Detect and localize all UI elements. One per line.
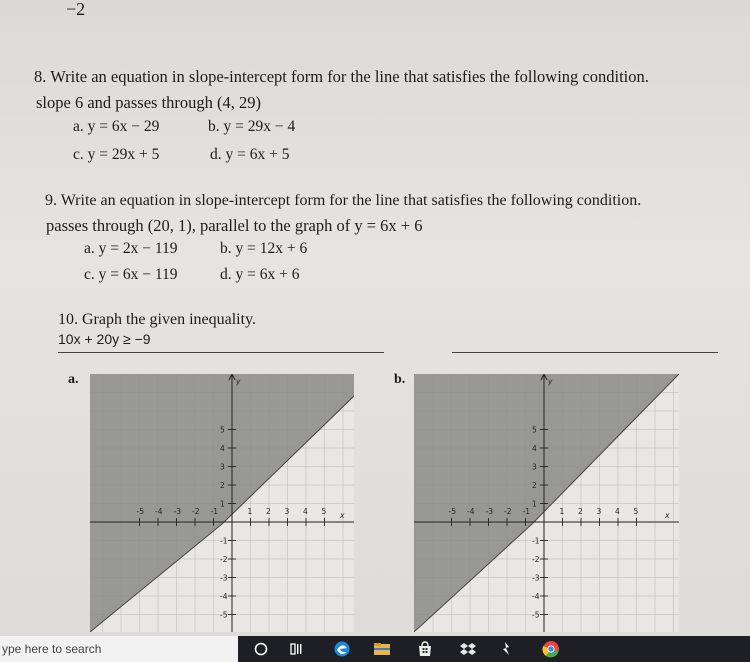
y-tick-label: -2 [532,555,540,564]
q8-stem: 8. Write an equation in slope-intercept form for the line that satisfies the following condition. [34,67,649,86]
cortana-circle-icon[interactable] [252,640,270,658]
x-tick-label: 4 [303,507,308,516]
x-tick-label: 5 [321,507,327,516]
graph-a[interactable] [90,374,354,632]
y-tick-label: -4 [220,592,228,601]
x-tick-label: -3 [485,507,493,516]
graph-b-label[interactable]: b. [394,372,406,387]
y-tick-label: -3 [532,573,540,583]
store-icon[interactable] [416,640,434,658]
x-axis-label: x [340,511,345,520]
q8-option-a[interactable]: a. y = 6x − 29 [73,118,160,135]
y-tick-label: 3 [532,462,537,472]
x-tick-label: 5 [633,507,639,516]
answer-line-left [58,352,384,353]
top-fraction-fragment [66,0,85,18]
answer-line-right [452,352,718,353]
x-tick-label: -1 [522,507,530,516]
q9-option-b[interactable]: b. y = 12x + 6 [220,240,308,257]
x-tick-label: 2 [578,507,583,516]
y-tick-label: -2 [220,555,228,564]
y-tick-label: -4 [532,592,540,601]
q8-option-b[interactable]: b. y = 29x − 4 [208,118,296,135]
graph-b[interactable] [414,374,679,632]
q9-option-d[interactable]: d. y = 6x + 6 [220,266,300,283]
y-tick-label: -1 [220,536,228,546]
y-tick-label: -1 [532,536,540,546]
minus-sign: − [66,0,77,19]
q8-condition: slope 6 and passes through (4, 29) [36,93,262,112]
x-tick-label: -5 [136,507,144,516]
chrome-icon[interactable] [542,640,560,658]
x-tick-label: -5 [448,507,456,516]
x-tick-label: -3 [173,507,181,516]
y-axis-label: y [236,377,241,386]
winamp-icon[interactable] [497,640,515,658]
q9-condition: passes through (20, 1), parallel to the graph of y = 6x + 6 [46,216,423,235]
q9-option-c[interactable]: c. y = 6x − 119 [84,266,178,283]
graph-a-label[interactable]: a. [68,372,79,387]
fraction-denominator: 2 [76,0,86,19]
q9-option-a[interactable]: a. y = 2x − 119 [84,240,178,257]
q8-option-d[interactable]: d. y = 6x + 5 [210,146,290,163]
y-tick-label: 1 [220,499,225,509]
x-tick-label: -4 [467,507,475,516]
y-axis-label: y [548,377,553,386]
file-explorer-icon[interactable] [373,640,391,658]
taskbar-search-input[interactable]: ype here to search [0,636,238,662]
q10-stem: 10. Graph the given inequality. [58,311,257,328]
q9-stem: 9. Write an equation in slope-intercept form for the line that satisfies the following condition. [45,192,642,209]
y-tick-label: 3 [220,462,225,472]
y-tick-label: 5 [532,425,537,435]
x-tick-label: -4 [155,507,163,516]
x-tick-label: 3 [596,507,602,516]
x-tick-label: -2 [192,507,200,516]
y-tick-label: 2 [532,481,537,490]
y-tick-label: 2 [220,481,225,490]
y-tick-label: -5 [532,610,540,620]
dropbox-icon[interactable] [459,640,477,658]
y-tick-label: -3 [220,573,228,583]
x-tick-label: 1 [247,507,253,516]
q8-option-c[interactable]: c. y = 29x + 5 [73,146,160,163]
y-tick-label: 5 [220,425,225,435]
x-tick-label: 2 [266,507,271,516]
edge-icon[interactable] [333,640,351,658]
q10-inequality: 10x + 20y ≥ −9 [58,331,151,347]
x-tick-label: 3 [284,507,290,516]
x-tick-label: -2 [504,507,512,516]
x-tick-label: 4 [615,507,620,516]
x-tick-label: -1 [210,507,218,516]
y-tick-label: 1 [532,499,537,509]
windows-taskbar [0,636,750,662]
x-axis-label: x [665,511,670,520]
y-tick-label: 4 [220,444,225,453]
x-tick-label: 1 [559,507,565,516]
task-view-icon[interactable] [288,640,306,658]
y-tick-label: -5 [220,610,228,620]
y-tick-label: 4 [532,444,537,453]
